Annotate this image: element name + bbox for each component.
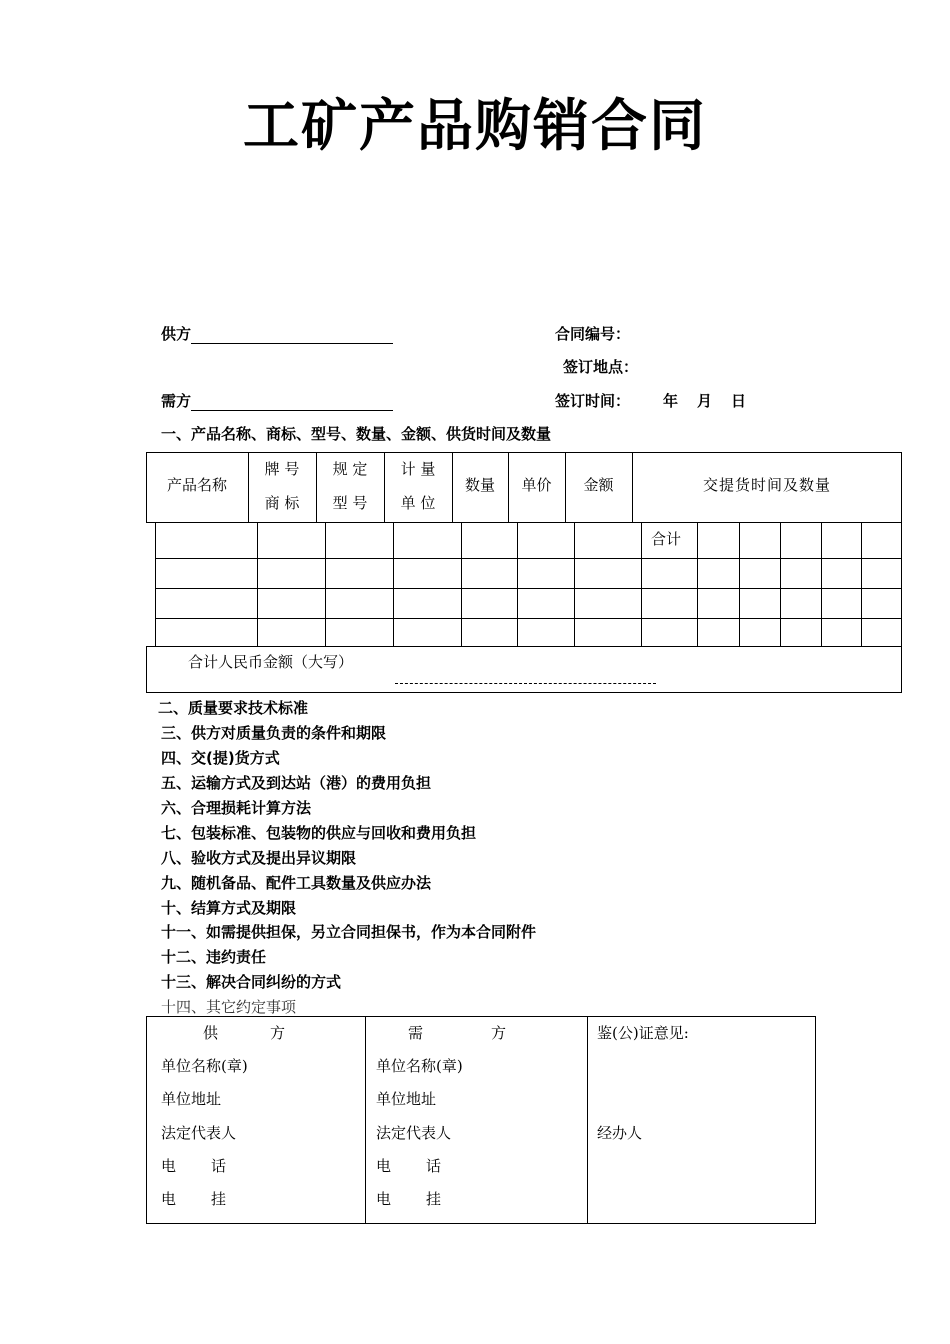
- notary-opinion-label: 鉴(公)证意见:: [597, 1024, 689, 1042]
- day-label: 日: [731, 392, 747, 410]
- col-spec-line2: 型 号: [332, 494, 368, 512]
- supplier-heading-2: 方: [270, 1024, 286, 1042]
- contract-no-label: 合同编号：: [555, 325, 631, 343]
- supplier-phone-1: 电: [161, 1157, 177, 1175]
- month-label: 月: [697, 392, 713, 410]
- supplier-blank[interactable]: [191, 327, 393, 344]
- table-row: [155, 558, 901, 559]
- buyer-legal-rep: 法定代表人: [376, 1124, 452, 1142]
- col-unit-price: 单价: [521, 476, 552, 494]
- supplier-phone-2: 话: [211, 1157, 227, 1175]
- supplier-tel-1: 电: [161, 1190, 177, 1208]
- section-11: 十一、如需提供担保，另立合同担保书，作为本合同附件: [161, 923, 537, 941]
- buyer-phone-1: 电: [376, 1157, 392, 1175]
- col-product-name: 产品名称: [166, 476, 227, 494]
- section-3: 三、供方对质量负责的条件和期限: [161, 724, 387, 742]
- buyer-phone-2: 话: [426, 1157, 442, 1175]
- col-spec-line1: 规 定: [332, 460, 368, 478]
- col-quantity: 数量: [464, 476, 495, 494]
- section-4: 四、交(提)货方式: [161, 749, 280, 767]
- col-delivery: 交提货时间及数量: [702, 476, 831, 494]
- section-1-heading: 一、产品名称、商标、型号、数量、金额、供货时间及数量: [161, 425, 552, 443]
- section-13: 十三、解决合同纠纷的方式: [161, 973, 342, 991]
- supplier-unit-address: 单位地址: [161, 1090, 222, 1108]
- section-9: 九、随机备品、配件工具数量及供应办法: [161, 874, 432, 892]
- section-6: 六、合理损耗计算方法: [161, 799, 312, 817]
- supplier-field: [161, 323, 393, 344]
- year-label: 年: [663, 392, 679, 410]
- supplier-unit-name: 单位名称(章): [161, 1057, 248, 1075]
- section-8: 八、验收方式及提出异议期限: [161, 849, 357, 867]
- supplier-label: 供方: [161, 325, 192, 343]
- buyer-heading-2: 方: [491, 1024, 507, 1042]
- sign-time-label: 签订时间：: [555, 392, 631, 410]
- buyer-field: [161, 390, 393, 411]
- buyer-tel-1: 电: [376, 1190, 392, 1208]
- section-14: 十四、其它约定事项: [161, 998, 297, 1016]
- section-12: 十二、违约责任: [161, 948, 267, 966]
- col-amount: 金额: [583, 476, 614, 494]
- section-5: 五、运输方式及到达站（港）的费用负担: [161, 774, 432, 792]
- section-10: 十、结算方式及期限: [161, 899, 297, 917]
- section-7: 七、包装标准、包装物的供应与回收和费用负担: [161, 824, 477, 842]
- col-brand-line2: 商 标: [264, 494, 300, 512]
- total-rmb-blank[interactable]: [395, 683, 656, 684]
- supplier-legal-rep: 法定代表人: [161, 1124, 237, 1142]
- buyer-unit-address: 单位地址: [376, 1090, 437, 1108]
- handler-label: 经办人: [597, 1124, 643, 1142]
- supplier-tel-2: 挂: [211, 1190, 227, 1208]
- col-unit-line2: 单 位: [400, 494, 436, 512]
- sign-place-label: 签订地点：: [563, 358, 639, 376]
- supplier-heading-1: 供: [203, 1024, 219, 1042]
- document-title: 工矿产品购销合同: [243, 93, 707, 159]
- table-row: [155, 618, 901, 619]
- buyer-heading-1: 需: [408, 1024, 424, 1042]
- col-brand-line1: 牌 号: [264, 460, 300, 478]
- table-row: [155, 588, 901, 589]
- buyer-label: 需方: [161, 392, 192, 410]
- col-unit-line1: 计 量: [400, 460, 436, 478]
- subtotal-label: 合计: [651, 530, 682, 548]
- buyer-unit-name: 单位名称(章): [376, 1057, 463, 1075]
- buyer-blank[interactable]: [191, 394, 393, 411]
- buyer-tel-2: 挂: [426, 1190, 442, 1208]
- section-2: 二、质量要求技术标准: [158, 699, 309, 717]
- total-rmb-label: 合计人民币金额（大写）: [188, 653, 354, 671]
